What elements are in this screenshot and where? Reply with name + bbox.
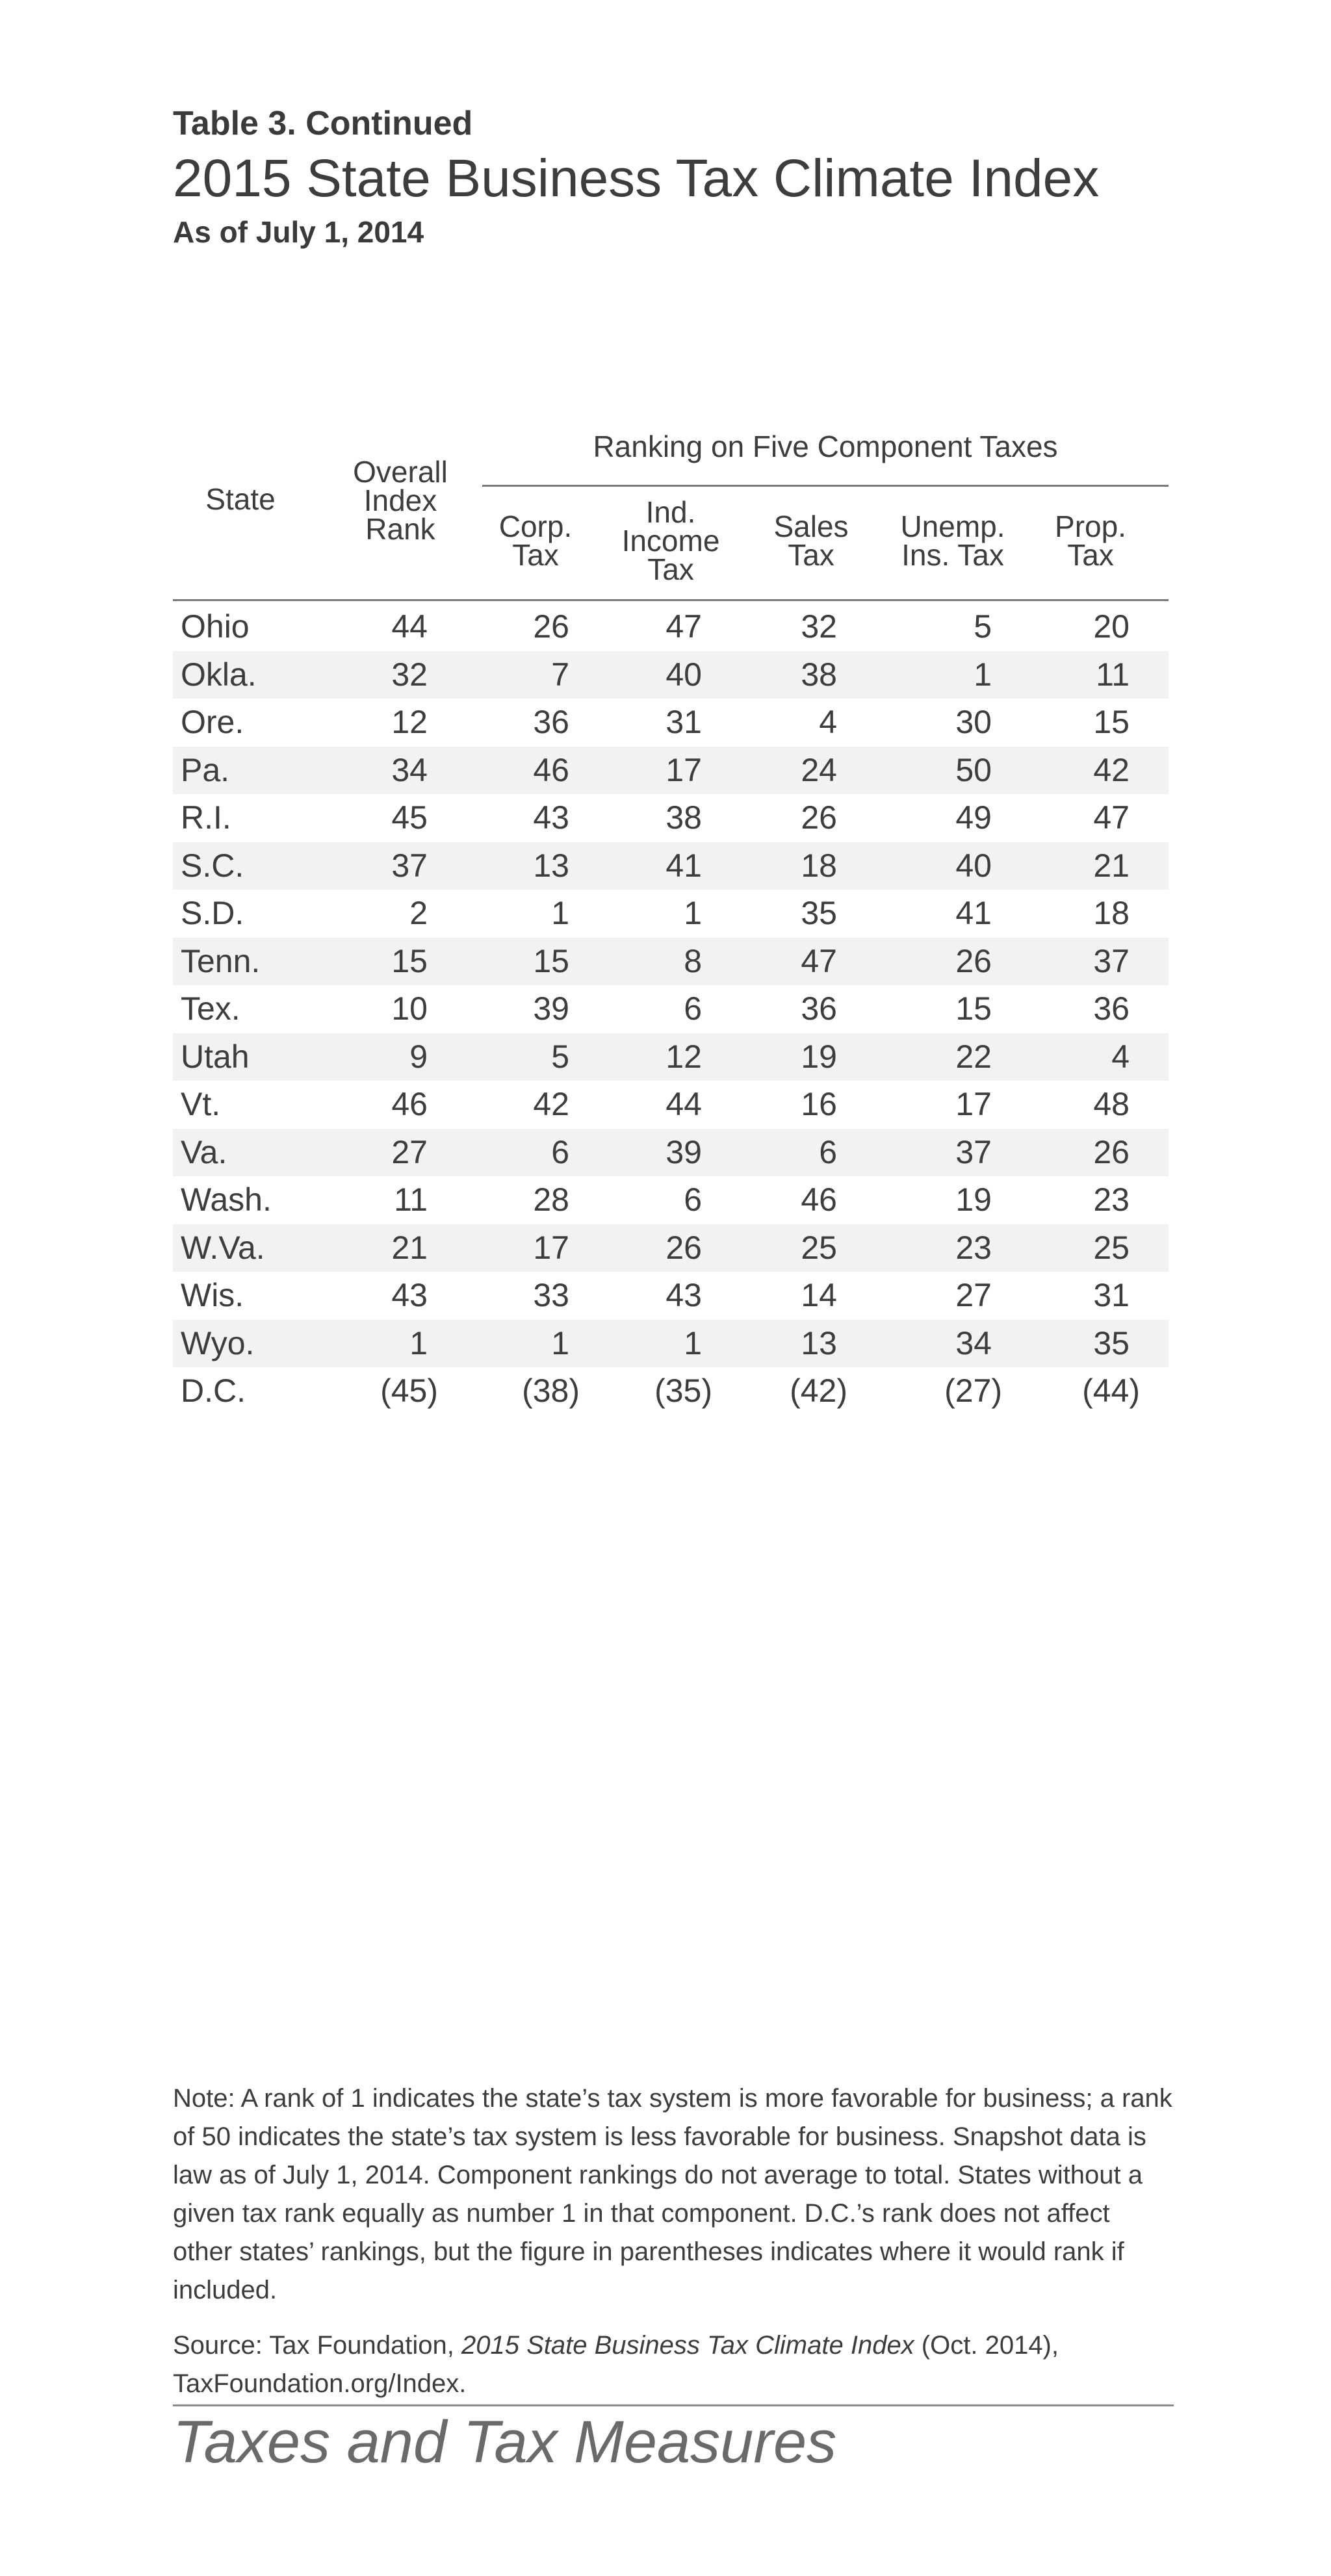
rank-cell-overall-index-rank: 44: [391, 608, 428, 645]
rank-cell-ind-income-tax: 12: [666, 1038, 702, 1075]
rank-cell-ind-income-tax: 38: [666, 799, 702, 836]
rank-cell-overall-index-rank: 1: [409, 1324, 428, 1361]
rank-cell-unemp-ins-tax: 5: [974, 608, 992, 645]
rank-cell-prop-tax: 4: [1111, 1038, 1130, 1075]
state-name-cell: Wyo.: [181, 1324, 255, 1361]
rank-cell-overall-index-rank: 21: [391, 1229, 428, 1266]
table-row: [173, 1176, 1169, 1224]
column-header-line: Overall: [353, 455, 448, 489]
rank-cell-sales-tax: 36: [801, 990, 837, 1027]
rank-cell-prop-tax: 47: [1093, 799, 1130, 836]
rank-cell-unemp-ins-tax: 37: [955, 1133, 992, 1170]
rank-cell-corp-tax: 43: [533, 799, 569, 836]
column-header-line: Tax: [1067, 538, 1114, 572]
rank-cell-corp-tax: 7: [551, 656, 569, 693]
rank-cell-ind-income-tax: 8: [684, 942, 702, 979]
column-header-line: Tax: [647, 552, 694, 586]
column-header-line: Tax: [512, 538, 559, 572]
rank-cell-sales-tax: 35: [801, 895, 837, 931]
state-name-cell: Vt.: [181, 1086, 221, 1122]
rank-cell-unemp-ins-tax: 1: [974, 656, 992, 693]
rank-cell-sales-tax: 26: [801, 799, 837, 836]
table-row: [173, 1129, 1169, 1177]
rank-cell-ind-income-tax: 6: [684, 1181, 702, 1218]
rank-cell-sales-tax: 19: [801, 1038, 837, 1075]
table-row: [173, 699, 1169, 747]
column-header-corp-tax: [477, 509, 594, 572]
column-header-line: Unemp.: [900, 509, 1005, 543]
column-header-line: Income: [621, 524, 720, 558]
rank-cell-prop-tax: 26: [1093, 1133, 1130, 1170]
rank-cell-overall-index-rank: 43: [391, 1277, 428, 1313]
rank-cell-sales-tax: (42): [790, 1372, 847, 1409]
table-row: [173, 1320, 1169, 1368]
column-header-line: Sales: [773, 509, 849, 543]
column-header-unemp-ins-tax: [875, 509, 1031, 572]
rank-cell-sales-tax: 4: [819, 704, 837, 740]
group-header-rule: [482, 485, 1169, 487]
rank-cell-sales-tax: 14: [801, 1277, 837, 1313]
rank-cell-corp-tax: 36: [533, 704, 569, 740]
column-header-ind-income-tax: [606, 495, 736, 586]
rank-cell-ind-income-tax: 44: [666, 1086, 702, 1122]
source-prefix: Source: Tax Foundation,: [173, 2331, 461, 2360]
table-row: [173, 985, 1169, 1033]
rank-cell-corp-tax: (38): [522, 1372, 580, 1409]
rank-cell-prop-tax: 15: [1093, 704, 1130, 740]
column-header-line: Corp.: [498, 509, 573, 543]
table-row: [173, 938, 1169, 986]
rank-cell-prop-tax: 23: [1093, 1181, 1130, 1218]
rank-cell-overall-index-rank: 15: [391, 942, 428, 979]
table-row: [173, 651, 1169, 699]
rank-cell-corp-tax: 1: [551, 895, 569, 931]
rank-cell-overall-index-rank: 12: [391, 704, 428, 740]
state-name-cell: Pa.: [181, 751, 230, 788]
table-row: [173, 1367, 1169, 1415]
state-name-cell: Ore.: [181, 704, 244, 740]
rank-cell-corp-tax: 6: [551, 1133, 569, 1170]
rank-cell-ind-income-tax: (35): [654, 1372, 712, 1409]
source-title: 2015 State Business Tax Climate Index: [461, 2331, 914, 2360]
page-subtitle: As of July 1, 2014: [173, 215, 424, 249]
column-header-overall-index-rank: [329, 455, 472, 546]
rank-cell-unemp-ins-tax: 30: [955, 704, 992, 740]
state-name-cell: Wash.: [181, 1181, 272, 1218]
rank-cell-sales-tax: 25: [801, 1229, 837, 1266]
rank-cell-ind-income-tax: 47: [666, 608, 702, 645]
rank-cell-unemp-ins-tax: 27: [955, 1277, 992, 1313]
rank-cell-corp-tax: 46: [533, 751, 569, 788]
rank-cell-sales-tax: 47: [801, 942, 837, 979]
column-header-line: Index: [363, 483, 437, 517]
rank-cell-corp-tax: 13: [533, 847, 569, 884]
rank-cell-corp-tax: 33: [533, 1277, 569, 1313]
table-row: [173, 1272, 1169, 1320]
rank-cell-sales-tax: 6: [819, 1133, 837, 1170]
rank-cell-unemp-ins-tax: 34: [955, 1324, 992, 1361]
table-row: [173, 1081, 1169, 1129]
rank-cell-sales-tax: 18: [801, 847, 837, 884]
rank-cell-ind-income-tax: 43: [666, 1277, 702, 1313]
rank-cell-ind-income-tax: 31: [666, 704, 702, 740]
rank-cell-unemp-ins-tax: 50: [955, 751, 992, 788]
group-header: Ranking on Five Component Taxes: [593, 430, 1058, 463]
rank-cell-overall-index-rank: 10: [391, 990, 428, 1027]
rank-cell-overall-index-rank: 46: [391, 1086, 428, 1122]
table-row: [173, 747, 1169, 795]
rank-cell-sales-tax: 46: [801, 1181, 837, 1218]
rank-cell-sales-tax: 16: [801, 1086, 837, 1122]
rank-cell-overall-index-rank: 11: [394, 1181, 428, 1218]
rank-cell-corp-tax: 5: [551, 1038, 569, 1075]
rank-cell-sales-tax: 24: [801, 751, 837, 788]
column-header-sales-tax: [756, 509, 866, 572]
rank-cell-unemp-ins-tax: 23: [955, 1229, 992, 1266]
table-note: Note: A rank of 1 indicates the state’s tax system is more favorable for business; a rank of 50 indicates the state’s tax system is less favorable for business. Snapshot data is law as of July 1, 2014. Component rankings do not average to total. States without a given tax rank equally as number 1 in that component. D.C.’s rank does not affect other states’ rankings, but the figure in parentheses indicates where it would rank if included.: [173, 2084, 1172, 2304]
column-header-line: Ins. Tax: [901, 538, 1004, 572]
rank-cell-corp-tax: 26: [533, 608, 569, 645]
rank-cell-prop-tax: 25: [1093, 1229, 1130, 1266]
table-row: [173, 842, 1169, 890]
rank-cell-ind-income-tax: 26: [666, 1229, 702, 1266]
rank-cell-prop-tax: 20: [1093, 608, 1130, 645]
rank-cell-unemp-ins-tax: 49: [955, 799, 992, 836]
rank-cell-corp-tax: 42: [533, 1086, 569, 1122]
rank-cell-unemp-ins-tax: 26: [955, 942, 992, 979]
table-body: [173, 603, 1169, 1415]
rank-cell-overall-index-rank: 34: [391, 751, 428, 788]
rank-cell-prop-tax: 48: [1093, 1086, 1130, 1122]
rank-cell-corp-tax: 15: [533, 942, 569, 979]
state-name-cell: Tenn.: [181, 942, 261, 979]
table-row: [173, 1224, 1169, 1272]
state-name-cell: R.I.: [181, 799, 231, 836]
rank-cell-corp-tax: 39: [533, 990, 569, 1027]
header-rule: [173, 599, 1169, 601]
state-name-cell: S.D.: [181, 895, 244, 931]
rank-cell-prop-tax: 18: [1093, 895, 1130, 931]
footer-rule: [173, 2404, 1174, 2406]
page-title: 2015 State Business Tax Climate Index: [173, 149, 1100, 208]
source-line: [173, 2326, 1174, 2403]
rank-cell-corp-tax: 17: [533, 1229, 569, 1266]
rank-cell-ind-income-tax: 1: [684, 895, 702, 931]
column-header-line: Rank: [365, 512, 435, 546]
rank-cell-sales-tax: 38: [801, 656, 837, 693]
column-header-line: Tax: [788, 538, 834, 572]
rank-cell-prop-tax: 11: [1096, 656, 1130, 693]
state-name-cell: W.Va.: [181, 1229, 265, 1266]
table-row: [173, 1033, 1169, 1081]
state-name-cell: S.C.: [181, 847, 244, 884]
table-row: [173, 794, 1169, 842]
state-name-cell: Wis.: [181, 1277, 244, 1313]
section-footer: Taxes and Tax Measures: [173, 2409, 837, 2475]
column-header-line: Ind.: [645, 495, 696, 529]
rank-cell-sales-tax: 32: [801, 608, 837, 645]
rank-cell-overall-index-rank: 2: [409, 895, 428, 931]
rank-cell-prop-tax: 42: [1093, 751, 1130, 788]
state-name-cell: D.C.: [181, 1372, 246, 1409]
rank-cell-sales-tax: 13: [801, 1324, 837, 1361]
column-header-line: State: [205, 482, 276, 516]
column-header-prop-tax: [1035, 509, 1146, 572]
state-name-cell: Okla.: [181, 656, 257, 693]
rank-cell-overall-index-rank: (45): [380, 1372, 438, 1409]
rank-cell-prop-tax: 21: [1093, 847, 1130, 884]
state-name-cell: Utah: [181, 1038, 250, 1075]
rank-cell-unemp-ins-tax: 19: [955, 1181, 992, 1218]
rank-cell-unemp-ins-tax: 40: [955, 847, 992, 884]
rank-cell-ind-income-tax: 6: [684, 990, 702, 1027]
rank-cell-prop-tax: 36: [1093, 990, 1130, 1027]
rank-cell-ind-income-tax: 41: [666, 847, 702, 884]
rank-cell-unemp-ins-tax: 22: [955, 1038, 992, 1075]
table-kicker: Table 3. Continued: [173, 105, 473, 142]
rank-cell-unemp-ins-tax: 15: [955, 990, 992, 1027]
rank-cell-ind-income-tax: 40: [666, 656, 702, 693]
rank-cell-overall-index-rank: 32: [391, 656, 428, 693]
state-name-cell: Va.: [181, 1133, 227, 1170]
rank-cell-prop-tax: (44): [1082, 1372, 1140, 1409]
state-name-cell: Tex.: [181, 990, 240, 1027]
rank-cell-unemp-ins-tax: 41: [955, 895, 992, 931]
rank-cell-overall-index-rank: 45: [391, 799, 428, 836]
rank-cell-prop-tax: 35: [1093, 1324, 1130, 1361]
rank-cell-corp-tax: 1: [551, 1324, 569, 1361]
rank-cell-overall-index-rank: 37: [391, 847, 428, 884]
rank-cell-prop-tax: 37: [1093, 942, 1130, 979]
source-suffix: (Oct. 2014), TaxFoundation.org/Index.: [173, 2331, 1059, 2398]
rank-cell-corp-tax: 28: [533, 1181, 569, 1218]
rank-cell-ind-income-tax: 39: [666, 1133, 702, 1170]
column-header-state: [175, 482, 305, 516]
rank-cell-prop-tax: 31: [1093, 1277, 1130, 1313]
column-header-line: Prop.: [1055, 509, 1126, 543]
table-row: [173, 890, 1169, 938]
table-row: [173, 603, 1169, 651]
rank-cell-overall-index-rank: 27: [391, 1133, 428, 1170]
rank-cell-unemp-ins-tax: (27): [944, 1372, 1002, 1409]
rank-cell-unemp-ins-tax: 17: [955, 1086, 992, 1122]
rank-cell-overall-index-rank: 9: [409, 1038, 428, 1075]
state-name-cell: Ohio: [181, 608, 250, 645]
rank-cell-ind-income-tax: 1: [684, 1324, 702, 1361]
rank-cell-ind-income-tax: 17: [666, 751, 702, 788]
